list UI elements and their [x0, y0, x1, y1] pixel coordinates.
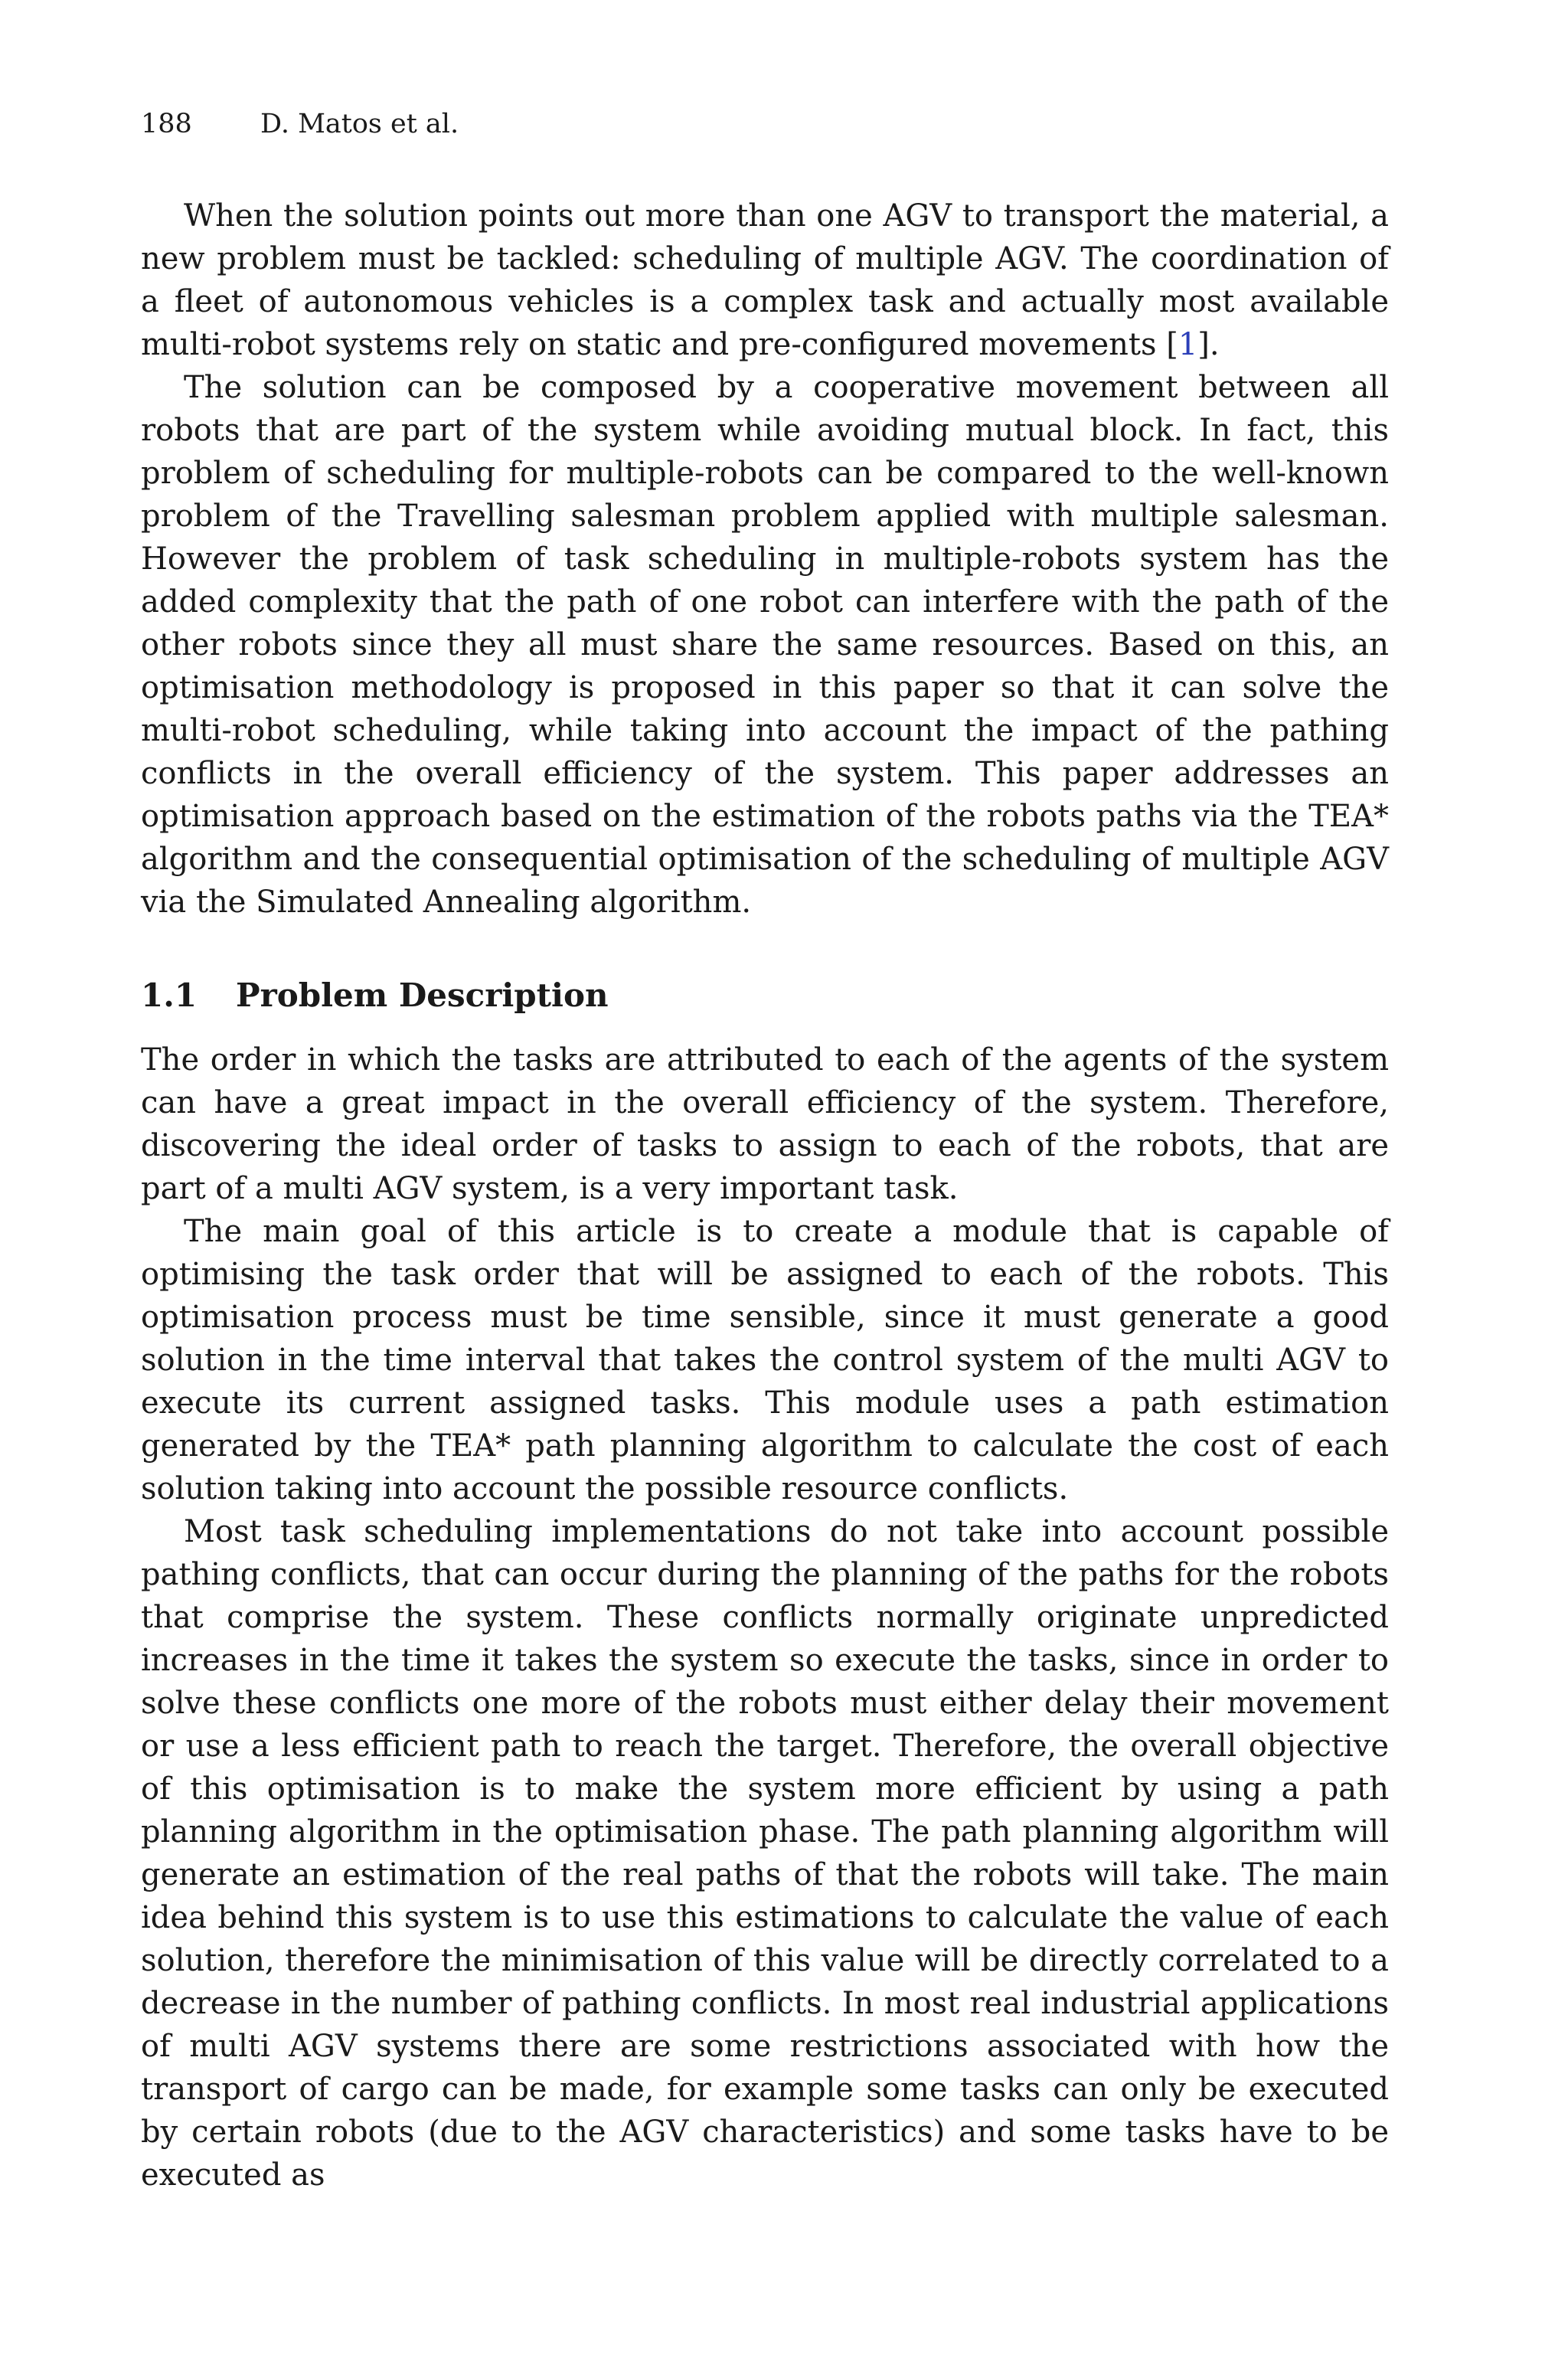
section-title: Problem Description: [236, 976, 609, 1014]
running-head-authors: D. Matos et al.: [260, 109, 459, 139]
body-text: [141, 195, 1389, 2196]
section-number: 1.1: [141, 976, 198, 1014]
paragraph: [141, 195, 1389, 366]
paragraph: The solution can be composed by a cooperative movement between all robots that are part of the system while avoiding mutual block. In fact, this problem of scheduling for multiple-robots can be compared to the well-known problem of the Travelling salesman problem applied with multiple salesman. However the problem of task scheduling in multiple-robots system has the added complexity that the path of one robot can interfere with the path of the other robots since they all must share the same resources. Based on this, an optimisation methodology is proposed in this paper so that it can solve the multi-robot scheduling, while taking into account the impact of the pathing conflicts in the overall efficiency of the system. This paper addresses an optimisation approach based on the estimation of the robots paths via the TEA* algorithm and the consequential optimisation of the scheduling of multiple AGV via the Simulated Annealing algorithm.: [141, 370, 1389, 920]
page-number: 188: [141, 109, 192, 139]
paragraph-text: When the solution points out more than one AGV to transport the material, a new problem must be tackled: scheduling of multiple AGV. The coordination of a fleet of autonomous vehicles is a complex task and actually most available multi-robot systems rely on static and pre-configured movements [: [141, 198, 1389, 362]
section-heading: [141, 974, 1389, 1017]
paragraph: The order in which the tasks are attributed to each of the agents of the system can have a great impact in the overall efficiency of the system. Therefore, discovering the ideal order of tasks to assign to each of the robots, that are part of a multi AGV system, is a very important task.: [141, 1042, 1389, 1206]
running-head: [141, 106, 459, 142]
paragraph: Most task scheduling implementations do not take into account possible pathing conflicts, that can occur during the planning of the paths for the robots that comprise the system. These conflicts normally originate unpredicted increases in the time it takes the system so execute the tasks, since in order to solve these conflicts one more of the robots must either delay their movement or use a less efficient path to reach the target. Therefore, the overall objective of this optimisation is to make the system more efficient by using a path planning algorithm in the optimisation phase. The path planning algorithm will generate an estimation of the real paths of that the robots will take. The main idea behind this system is to use this estimations to calculate the value of each solution, therefore the minimisation of this value will be directly correlated to a decrease in the number of pathing conflicts. In most real industrial applications of multi AGV systems there are some restrictions associated with how the transport of cargo can be made, for example some tasks can only be executed by certain robots (due to the AGV characteristics) and some tasks have to be executed as: [141, 1514, 1389, 2193]
paragraph-text: ].: [1197, 327, 1220, 362]
paragraph: The main goal of this article is to create a module that is capable of optimising the task order that will be assigned to each of the robots. This optimisation process must be time sensible, since it must generate a good solution in the time interval that takes the control system of the multi AGV to execute its current assigned tasks. This module uses a path estimation generated by the TEA* path planning algorithm to calculate the cost of each solution taking into account the possible resource conflicts.: [141, 1214, 1389, 1506]
citation-link[interactable]: 1: [1178, 327, 1198, 362]
